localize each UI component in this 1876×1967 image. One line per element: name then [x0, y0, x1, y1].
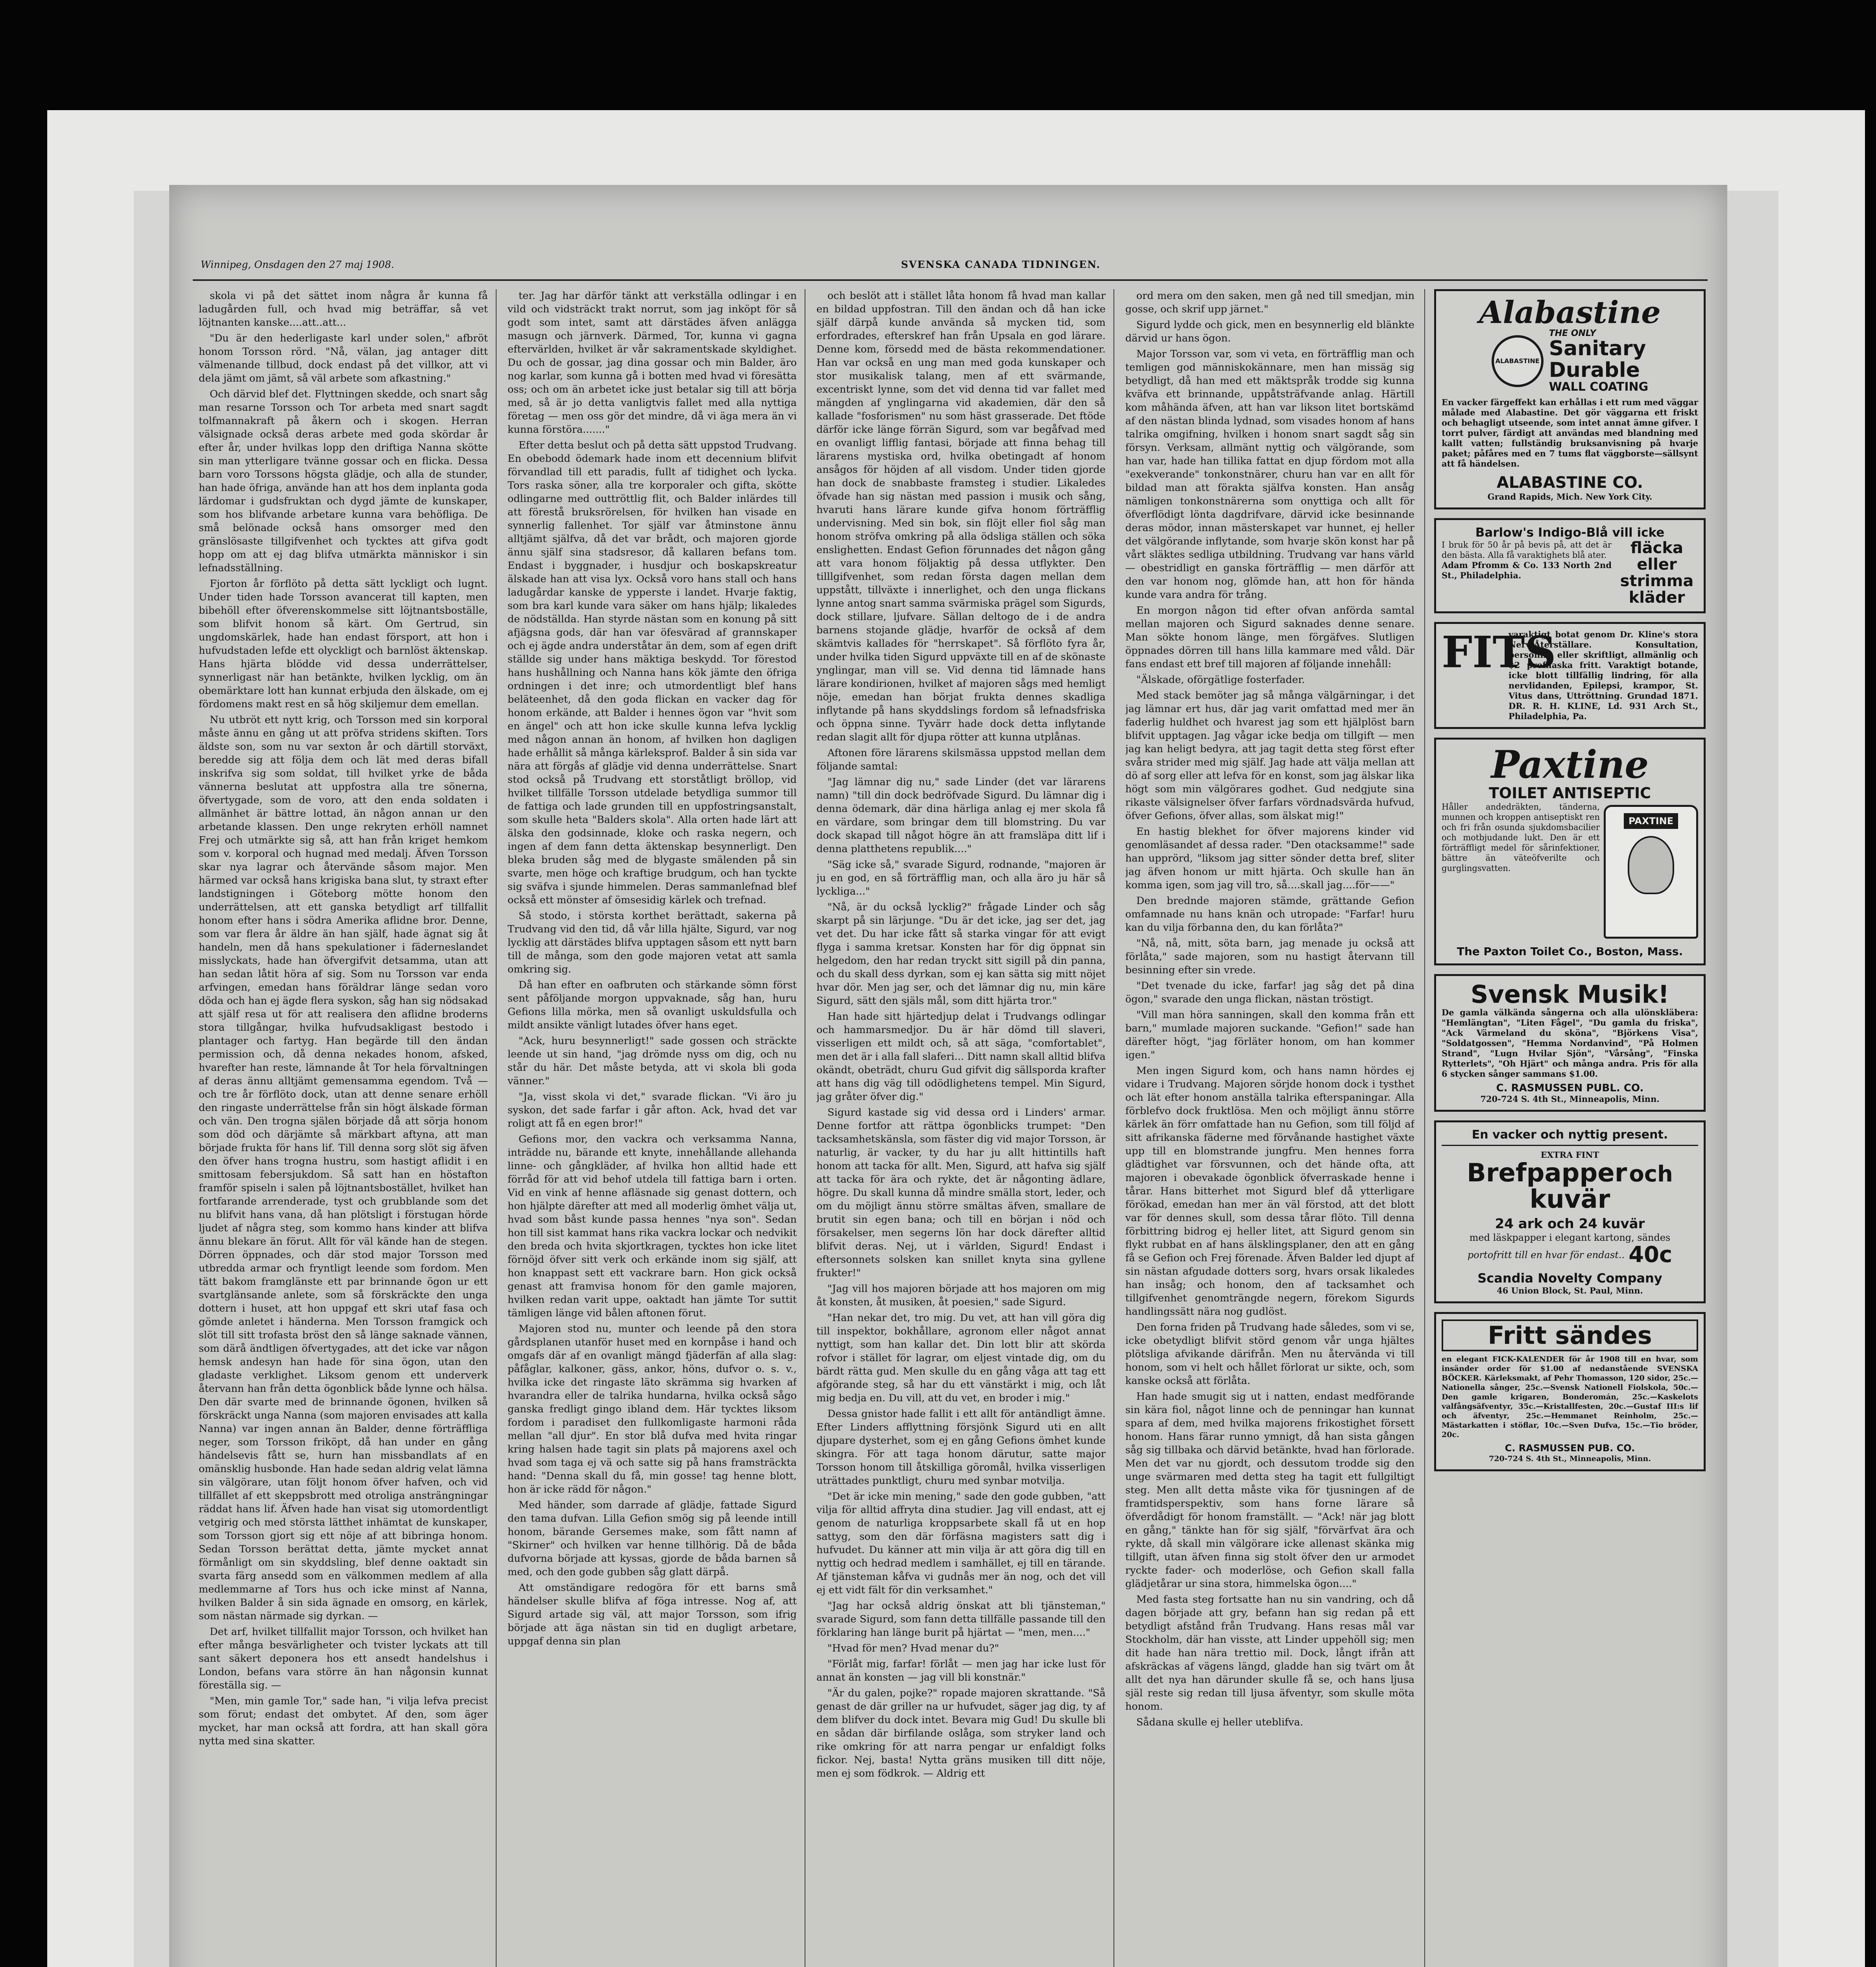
article-paragraph: Den forna friden på Trudvang hade således, som vi se, icke obetydligt blifvit störd genom vår unga hjältes plötsliga afvikande därifrån. Men nu återvända vi till honom, som vi helt och hållet förlorat ur sikte, och, som kanske också att förlåta.	[1125, 1321, 1414, 1387]
article-column-3	[816, 289, 1106, 1967]
article-paragraph: Han hade smugit sig ut i natten, endast medförande sin kära fiol, något linne och de penningar han kunnat spara af dem, med hvilka majorens frikostighet försett honom. Hans färar runno ymnigt, då han sista gången såg sig tillbaka och därvid betänkte, hvad han förlorade. Men det var nu gjordt, och dessutom trodde sig den unge svärmaren med detta steg ha tagit ett fullgiltigt steg. Men allt detta måste vika för tjusningen af de framtidsperspektiv, som hans forne lärare så öfverdådigt för honom framställt. — "Ack! när jag blott en gång," tänkte han för sig själf, "förvärfvat ära och rykte, då skall min välgörare icke allenast skänka mig tillgift, utan äfven finna sig stolt öfver den ur armodet ryckte fader- och moderlöse, och Gefion skall falla glädjetårar ur sina stora, himmelska ögon...."	[1125, 1391, 1414, 1590]
ad-paxtine	[1434, 738, 1706, 966]
article-paragraph: Dessa gnistor hade fallit i ett allt för antändligt ämne. Efter Linders afflyttning försjönk Sigurd uti en allt djupare dysterhet, som ej en gång Gefions ömhet kunde skingra. För att taga honom därutur, satte major Torsson honom till åtskilliga göromål, hvilka visserligen uträttades punktligt, churu med synbar motvilja.	[816, 1408, 1106, 1487]
article-paragraph: "Du är den hederligaste karl under solen," afbröt honom Torsson rörd. "Nå, välan, jag antager ditt välmenande tillbud, dock endast på det villkor, att vi dela jämt om jämt, så väl arbete som afkastning."	[199, 332, 488, 384]
ad-barlow-body-row	[1442, 540, 1698, 606]
article-paragraph: Nu utbröt ett nytt krig, och Torsson med sin korporal måste ännu en gång ut att pröfva stridens skiften. Tors äldste son, som nu var sexton år och därtill storväxt, beredde sig att följa dem och lät med deras bifall inskrifva sig som soldat, till hvilket yrke de båda vännerna beslutat att uppfostra alla tre sönerna, öfvertygade, som de voro, att den enda soldaten i allmänhet är bättre lottad, än någon annan ur den arbetande klassen. Den unge rekryten erhöll namnet Frej och utmärkte sig så, att han från kriget hemkom som v. korporal och hugnad med medalj. Äfven Torsson skar nya lagrar och återvände såsom major. Men härmed var också hans krigiska bana slut, ty straxt efter landstigningen i Göteborg mötte honom den underrättelsen, att ett ganska betydligt arf tillfallit honom efter hans i södra Amerika aflidne bror. Denne, som var flera år äldre än han själf, hade ägnat sig åt handeln, men då hans spekulationer i fäderneslandet misslyckats, hade han öfvergifvit detsamma, utan att han sedan låtit höra af sig. Som nu Torsson var enda arfvingen, emedan hans föräldrar länge sedan voro döda och han ej ägde flera syskon, såg han sig nödsakad att själf resa ut för att realisera den aflidne broderns stora tillgångar, hvilka hufvudsakligast bestodo i plantager och fartyg. Han begärde till den ändan permission och, då denna nekades honom, afsked, hvarefter han reste, lämnande åt Tor hela förvaltningen af deras ännu alltjämt gemensamma egendom. Två — och tre år förflöto dock, utan att denne senare erhöll den ringaste underrättelse från sin högt älskade förman och vän. Den trogna själen började då att sörja honom som död och därjämte så märkbart aftyna, att man började frukta för hans lif. Till denna sorg slöt sig äfven den öfver hans trogna hustru, som hastigt aflidit i en smittosam febersjukdom. Så satt han en höstafton framför spiseln i salen på löjtnantsbostället, hvilket han fortfarande arrenderade, tyst och grubblande som det nu blifvit hans vana, då han plötsligt i förstugan hörde ljudet af några steg, som kommo hans kinder att blifva ännu blekare än förut. Allt för väl kände han de stegen. Dörren öppnades, och där stod major Torsson med utbredda armar och fryntligt leende som fordom. Men tätt bakom framglänste ett par brinnande ögon ur ett svartglänsande anlete, som så förskräckte den unga dottern i huset, att hon uppgaf ett skri utaf fasa och gömde anletet i händerna. Men Torsson framgick och slöt till sitt trofasta bröst den så länge saknade vännen, som därå ändtligen öfvertygades, att det icke var någon hemsk andesyn han hade för sina ögon, utan den gladaste verklighet. Liksom genom ett underverk återvann han från detta ögonblick både lynne och hälsa. Den där svarte med de brinnande ögonen, hvilken så förskräckt unga Nanna (som majoren envisades att kalla Nanna) var ingen annan än Balder, denne förträffliga neger, som Torsson friköpt, då han under en gång händelsevis fått se, hurn han missbandlats af en omänsklig husbonde. Han hade sedan aldrig velat lämna sin välgörare, utan följt honom öfver hafven, och vid tillfället af ett skeppsbrott med otroliga ansträngningar räddat hans lif. Äfven hade han visat sig utomordentligt vetgirig och med största lätthet inhämtat de kunskaper, som Torsson gjort sig ett nöje af att bibringa honom. Sedan Torsson berättat detta, jämte mycket annat förmånligt om sin skyddsling, blef denne oaktadt sin svarta färg ansedd som en välkommen medlem af alla medlemmarne af Tors hus och icke minst af Nanna, hvilken Balder å sin sida ägnade en omsorg, en kärlek, som nästan närmade sig dyrkan. —	[199, 714, 488, 1622]
article-paragraph: "Är du galen, pojke?" ropade majoren skrattande. "Så genast de där griller na ur hufvudet, säger jag dig, ty af dem blifver du dock intet. Bevara mig Gud! Du skulle bli en sådan där birfilande oslåga, som stryker land och rike omkring för att narra pengar ur enfaldigt folks fickor. Nej, basta! Nytta gräns musiken till ditt nöje, men ej som födkrok. — Aldrig ett	[816, 1687, 1106, 1779]
ad-barlow-address: Adam Pfromm & Co. 133 North 2nd St., Philadelphia.	[1442, 560, 1612, 580]
ad-alabastine-body: En vacker färgeffekt kan erhållas i ett rum med väggar målade med Alabastine. Det gör väggarna ett friskt och behagligt utseende, som intet annat ämne gifver. I torrt pulver, färdigt att användas med blandning med kallt vatten; fullständig bruksanvisning på hvarje paket; påfåres med en 7 tums flat väggborste—sällsynt att få händelsen.	[1442, 397, 1698, 469]
article-paragraph: och beslöt att i stället låta honom få hvad man kallar en bildad uppfostran. Till den ändan och då han icke själf därpå kunde använda så mycken tid, som erfordrades, efterskref han från Upsala en god lärare. Denne kom, försedd med de bästa rekommendationer. Han var också en ung man med goda kunskaper och stor musikalisk talang, men af ett svärmande, excentriskt lynne, som det vid denna tid var fallet med mängden af ynglingarna vid akademien, där den så kallade "fosforismen" nu som häst grasserade. Det ftöde därför icke länge förrän Sigurd, som var begåfvad med en ovanligt lifflig fantasi, började att finna behag till lärarens mystiska ord, hvilka obetingadt af honom ansågos för höjden af all visdom. Under tiden gjorde han dock de snabbaste framsteg i studier. Likaledes öfvade han sig nästan med passion i musik och sång, hvaruti hans lärare kunde gifva honom förträfflig undervisning. Med sin bok, sin flöjt eller fiol såg man honom ströfva omkring på alla ödsliga ställen och söka enslighetten. Endast Gefion förunnades det någon gång att vara honom följaktig på dessa utflykter. Den tilllgifvenhet, som redan första dagen mellan dem uppstått, tillväxte i innerlighet, och den unga flickans lynne antog snart samma svärmiska prägel som Sigurds, dock stillare, ljufvare. Sällan deltogo de i de andra barnens stojande glädje, hvarför de också af dem skämtvis kallades för "herrskapet". Så förflöto fyra år, under hvilka tiden Sigurd uppväxte till en af de skönaste ynglingar, man vill se. Vid denna tid lämnade hans lärare kondirionen, hvilket af majoren sågs med hemligt nöje, emedan han börjat frukta dennes skadliga inflytande på hans skyddslings fordom så lefnadsfriska och öppna sinne. Tyvärr hade dock detta inflytande redan slagit allt för djupa rötter att kunna utplånas.	[816, 290, 1106, 743]
woman-portrait-icon	[1628, 836, 1674, 894]
article-paragraph: Men ingen Sigurd kom, och hans namn hördes ej vidare i Trudvang. Majoren sörjde honom dock i tysthet och lät efter honom anställa talrika efterspaningar. Alla förblefvo dock fruktlösa. Men och möjligt ännu större kärlek än förr omfattade han nu Gefion, som till följd af sitt afrikanska fäderne med förvånande hastighet växte upp till en blomstrande jungfru. Men hennes forra glädtighet var försvunnen, och det hände ofta, att majoren i obevakade ögonblick öfverraskade henne i tårar. Hans bitterhet mot Sigurd blef då ytterligare förökad, emedan han mer än väl förstod, att det blott var för dennes skull, som dessa tårar flöto. Till denna förbittring bidrog ej heller litet, att Sigurd genom sin flykt rubbat en af hans älsklingsplaner, den att en gång få se Gefion och Frej förenade. Äfven Balder led djupt af sin nästan afgudade dotters sorg, hvars orsak likaledes han insåg; och honom, den af tacksamhet och tillgifvenhet genomträngde negern, förekom Sigurds handlingssätt nära nog gudlöst.	[1125, 1065, 1414, 1317]
article-paragraph: skola vi på det sättet inom några år kunna få ladugården full, och hvad mig beträffar, så vet löjtnanten kanske....att..att...	[199, 290, 488, 328]
article-paragraph: "Förlåt mig, farfar! förlåt — men jag har icke lust för annat än konsten — jag vill bli konstnär."	[816, 1658, 1106, 1683]
alabastine-seal-icon: ALABASTINE	[1492, 335, 1544, 387]
article-paragraph: Sigurd lydde och gick, men en besynnerlig eld blänkte därvid ur hans ögon.	[1125, 319, 1414, 344]
ad-fits-body: varaktigt botat genom Dr. Kline's stora Nerv-Återställare. Konsultation, personlig eller skriftligt, allmänlig och $2 profflaska fritt. Varaktigt botande, icke blott tillfällig lindring, för alla nervlidanden, Epilepsi, krampor, St. Vitus dans, Uttröttning. Grundad 1871. DR. R. H. KLINE, Ld. 931 Arch St., Philadelphia, Pa.	[1509, 629, 1698, 721]
article-paragraph: "Jag lämnar dig nu," sade Linder (det var lärarens namn) "till din dock bedröfvade Sigurd. Du lämnar dig i denna ödemark, där dina härliga anlag ej mer skola få en värdare, som bringar dem till blomstring. Du var dock skapad till något högre än att framsläpa ditt lif i denna platthetens republik...."	[816, 776, 1106, 855]
ad-fritt-company: C. RASMUSSEN PUB. CO.	[1505, 1442, 1635, 1454]
ad-alabastine	[1434, 289, 1706, 509]
article-column-2	[508, 289, 797, 1967]
article-paragraph: "Älskade, oförgätlige fosterfader.	[1136, 674, 1305, 686]
article-paragraph: Och därvid blef det. Flyttningen skedde, och snart såg man resarne Torsson och Tor arbeta med snart sagdt tolfmannakraft på åkern och i skogen. Herran välsignade också deras arbete med goda skördar år efter år, under hvilkas lopp den driftiga Nanna skötte sin man ytterligare tvänne gossar och en flicka. Dessa barn voro Torssons högsta glädje, och alla de stunder, han hade öfriga, använde han att hos dem inplanta goda lärdomar i gudsfruktan och dygd jämte de kunskaper, som hos blifvande arbetare kunna vara behöfliga. De små belönade också hans omsorger med den gränslösaste tillgifvenhet och tycktes att gifva godt hopp om att ej dag blifva utmärkta människor i sin lefnadsställning.	[199, 388, 488, 574]
ad-brefpapper-title	[1442, 1160, 1698, 1186]
ad-brefpapper-body: portofritt till en hvar för endast..	[1467, 1249, 1625, 1261]
newspaper-page	[169, 185, 1727, 1967]
article-paragraph: "Det är icke min mening," sade den gode gubben, "att vilja för alltid affryta dina studier. Jag vill endast, att ej genom de naturliga kroppsarbete skall få ut en hop sattyg, som den där förfäsna magisters satt dig i hufvudet. Du känner att min vilja är att göra dig till en nyttig och hedrad medlem i samhället, ej till en tärande. Af tjänsteman kåfva vi gudnås mer än nog, och det vill ej ett vidt fält för din verksamhet."	[816, 1491, 1106, 1596]
column-divider	[1113, 289, 1114, 1967]
article-paragraph: Sigurd kastade sig vid dessa ord i Linders' armar. Denne fortfor att rättpa ögonblicks trumpet: "Den tacksamhetskänsla, som fäster dig vid major Torsson, är naturlig, är vacker, ty du har ju allt hittintills haft honom att tacka för allt. Men, Sigurd, att hafva sig själf att tacka för ära och rykte, det är någonting ädlare, högre. Du skall kunna då mindre smälla stort, leder, och om du möjligt ännu större smältas äfven, smallare de brutit sin egen bana; och till en början i nöd och försakelser, men segerns lön har dock därefter alltid blifvit deras. Nej, ut i världen, Sigurd! Endast i eftersonnets solsken kan snillet knyta sina gyllene frukter!"	[816, 1107, 1106, 1279]
ad-alabastine-tag: Sanitary	[1549, 336, 1646, 360]
column-divider	[496, 289, 497, 1967]
article-paragraph: "Säg icke så," svarade Sigurd, rodnande, "majoren är ju en god, en så förträfflig man, och alla äro ju här så lyckliga..."	[816, 859, 1106, 897]
ad-fritt-title: Fritt sändes	[1442, 1319, 1698, 1351]
article-paragraph: Med fasta steg fortsatte han nu sin vandring, och då dagen började att gry, befann han sig redan på ett betydligt afstånd från Trudvang. Hans resas mål var Stockholm, där han visste, att Linder uppehöll sig; men dit hade han nära trettio mil. Dock, långt ifrån att afskräckas af vägens längd, gladde han sig tvärt om åt allt det nya han därunder skulle få se, och hans ljusa själ reste sig redan till ljusa äfventyr, som skulle möta honom.	[1125, 1594, 1414, 1712]
header-paper-name: SVENSKA CANADA TIDNINGEN.	[901, 259, 1101, 270]
ad-fritt-sandes	[1434, 1312, 1706, 1471]
ad-brefpapper-word: Brefpapper	[1467, 1158, 1627, 1188]
ad-musik-title: Svensk Musik!	[1470, 980, 1669, 1009]
ad-musik-company: C. RASMUSSEN PUBL. CO.	[1496, 1082, 1644, 1094]
ad-alabastine-company: ALABASTINE CO.	[1496, 473, 1643, 492]
article-column-4	[1125, 289, 1414, 1967]
ad-alabastine-tag: Durable	[1549, 358, 1640, 382]
paxtine-tin-label: PAXTINE	[1624, 813, 1678, 829]
article-paragraph: Aftonen före lärarens skilsmässa uppstod mellan dem följande samtal:	[816, 747, 1106, 772]
article-paragraph: ter. Jag har därför tänkt att verkställa odlingar i en vild och vidsträckt trakt norrut, som jag inköpt för så godt som intet, samt att därstädes äfven anlägga masugn och järnverk. Därmed, Tor, kunna vi gagna eftervärlden, hvilket är vår sakramentskade skyldighet. Du och de gossar, jag dina gossar och min Balder, äro nog karlar, som kunna gå i botten med hvad vi föresätta oss; och om än arbetet icke just betalar sig till att börja med, så är jo detta vanligtvis fallet med alla nyttiga företag — men oss gör det mindre, då vi äga mera än vi kunna förstöra......."	[508, 290, 797, 435]
article-paragraph: "Han nekar det, tro mig. Du vet, att han vill göra dig till inspektor, bokhållare, agronom eller något annat nyttigt, som han kallar det. Din lott blir att skörda rofvor i stället för lagrar, om eljest vintade dig, om du bärdt rätta gud. Men skulle du en gång våga att tag ett afgörande steg, så har du ett vänstärkt i mig, och låt mig bedja en. Du vill, att du vet, en broder i mig."	[816, 1312, 1106, 1404]
article-column-1	[199, 289, 488, 1967]
article-paragraph: Gefions mor, den vackra och verksamma Nanna, inträdde nu, bärande ett knyte, innehållande allehanda linne- och gångkläder, af hvilka hon alltid hade ett förråd för att vid behof utdela till fattiga barn i orten. Vid en vink af henne afläsnade sig genast dottern, och hon hjälpte därefter att med all moderlig ömhet välja ut, hvad som båst kunde passa hennes "nya son". Sedan hon till sist kammat hans rika vackra lockar och nedvikit den breda och hvita skjortkragen, tycktes hon icke litet förnöjd öfver sitt verk och erkände inom sig själf, att hon knappast sett ett vackrare barn. Hon gick också genast att framvisa honom för den gamle majoren, hvilken redan varit uppe, oaktadt han jämte Tor suttit tämligen länge vid bålen aftonen förut.	[508, 1133, 797, 1319]
article-paragraph: "Det tvenade du icke, farfar! jag såg det på dina ögon," svarade den unga flickan, nästan tröstigt.	[1125, 980, 1414, 1005]
ad-fits-big: FITS	[1442, 626, 1556, 677]
article-paragraph: "Ack, huru besynnerligt!" sade gossen och sträckte leende ut sin hand, "jag drömde nyss om dig, och nu står du här. Det måste betyda, att vi skola bli goda vänner."	[508, 1035, 797, 1087]
article-paragraph: "Nå, nå, mitt, söta barn, jag menade ju också att förlåta," sade majoren, som nu hastigt återvann till besinning efter sin vrede.	[1125, 937, 1414, 976]
ad-musik-body: De gamla välkända sångerna och alla ulönskläbera: "Hemlängtan", "Liten Fågel", "Du gamla du friska", "Ack Värmeland du sköna", "Björkens Visa", "Soldatgossen", "Hemma Nordanvind", "På Holmen Strand", "Lugn Hvilar Sjön", "Vårsång", "Finska Rytterlets", "Oh Hjärt" och många andra. Pris för alla 6 stycken sånger sammans $1.00.	[1442, 1007, 1698, 1079]
article-paragraph: Så stodo, i största korthet berättadt, sakerna på Trudvang vid den tid, då vår lilla hjälte, Sigurd, var nog lycklig att därstädes blifva upptagen såsom ett nytt barn till de många, som den gode majoren vetat att samla omkring sig.	[508, 910, 797, 975]
article-paragraph: Fjorton år förflöto på detta sätt lyckligt och lugnt. Under tiden hade Torsson avancerat till kapten, men bibehöll efter öfverenskommelse sitt löjtnantsboställe, som blifvit honom så kärt. Om Gertrud, sin ungdomskärlek, hade han endast försport, att hon i hufvudstaden lefde ett olyckligt och barnlöst äktenskap. Hans hjärta blödde vid dessa underrättelser, synnerligast när han betänkte, hvilken lycklig, om än obemärktare lott han kunnat erbjuda den älskade, om ej fördomens makt rest en så hög skiljemur dem emellan.	[199, 578, 488, 710]
ad-brefpapper-body: med läskpapper i elegant kartong, sändes	[1469, 1232, 1671, 1243]
ad-fits	[1434, 622, 1706, 729]
ad-brefpapper-price-row	[1442, 1244, 1698, 1267]
ad-brefpapper-word: och	[1629, 1161, 1673, 1187]
article-paragraph: "Jag har också aldrig önskat att bli tjänsteman," svarade Sigurd, som fann detta tillfälle passande till den förklaring han länge burit på hjärtat — "men, men...."	[816, 1600, 1106, 1639]
article-paragraph: Major Torsson var, som vi veta, en förträfflig man och temligen god människokännare, men han missäg sig betydligt, då han med ett mäktspråk trodde sig kunna kväfva ett brinnande, uppåtsträfvande anlag. Härtill kom måhända äfven, att han var likson litet bortskämd af den nästan blinda lydnad, som visades honom af hans talrika omgifning, hvilken i honom snart sagdt såg sin försyn. Verksam, allmänt nyttig och välgörande, som han var, hade han tillika fattat en djup fördom mot alla "exekverande" tonkonstnärer, churu han var en allt för bildad man att förakta själfva konsten. Han ansåg nämligen tonkonstnärerna som onyttiga och allt för öfverflödigt lönta dagdrifvare, därvid icke besinnande deras mödor, innan mästerskapet var hunnet, ej heller det välgörande inflytande, som hvarje skön konst har på vårt släktes sedliga utbildning. Trudvang var hans värld — obestridligt en ganska förträfflig — men därför att den var honom nog, glömde han, att hon för hända kunde vara andra för trång.	[1125, 348, 1414, 601]
article-paragraph: "Jag vill hos majoren började att hos majoren om mig åt konsten, åt musiken, åt poesien," sade Sigurd.	[816, 1283, 1106, 1308]
ad-paxtine-company: The Paxton Toilet Co., Boston, Mass.	[1457, 945, 1683, 958]
article-paragraph: "Hvad för men? Hvad menar du?"	[827, 1642, 999, 1654]
article-paragraph: Han hade sitt hjärtedjup delat i Trudvangs odlingar och hammarsmedjor. Du är här dömd till slaveri, visserligen ett mildt och, så att säga, "comfortablet", men det är i alla fall slaferi... Ditt namn skall alltid blifva okändt, obeträdt, churu Gud gifvit dig sällsporda krafter att hans dig väg till odödlighetens tempel. Min Sigurd, jag gråter öfver dig."	[816, 1011, 1106, 1103]
ad-brefpapper-word: kuvär	[1529, 1185, 1610, 1214]
ad-brefpapper-extra: EXTRA FINT	[1540, 1150, 1599, 1160]
ad-paxtine-row	[1442, 802, 1698, 942]
article-paragraph: Den brednde majoren stämde, grättande Gefion omfamnade nu hans knän och utropade: "Farfar! huru kan du vilja förbanna den, du kan förlåta?"	[1125, 895, 1414, 934]
article-paragraph: Efter detta beslut och på detta sätt uppstod Trudvang. En obebodd ödemark hade inom ett decennium blifvit förvandlad till ett paradis, fullt af tidighet och lycka. Tors raska söner, alla tre korporaler och gifta, skötte odlingarne med outtröttlig flit, och Balder inlärdes till att förestå bruksrörelsen, för hvilken han visade en synnerlig fallenhet. Tor själf var åtminstone ännu alltjämt själfva, då det var brådt, och majoren gjorde ännu själf sina stadsresor, då kallaren befans tom. Endast i byggnader, i husdjur och boskapskreatur älskade han att visa lyx. Också voro hans stall och hans ladugårdar kanske de ypperste i landet. Hvarje faktig, som bra karl kunde vara säker om hans hjälp; likaledes de nödställda. Han styrde nästan som en konung på sitt afjägsna gods, där han var öfesvärad af grannskaper och ej ägde andra underståtar än dem, som af egen drift ställde sig under hans mäktiga beskydd. Tor förestod hans hushållning och Nanna hans kök jämte den öfriga ordningen i det inre; och utmordentligt blef hans beläteenhet, då den goda flickan en vacker dag för honom erkände, att Balder i hennes ögon var "hvit som en ängel" och att hon icke skulle kunna lefva lycklig med någon annan än honom, af hvilken hon dagligen hade erhållit så många kärleksprof. Balder å sin sida var nära att förgås af glädje vid denna underrättelse. Snart stod också på Trudvang ett storståtligt bröllop, vid hvilket tillfälle Torsson utdelade betydliga summor till de fattiga och lade grunden till en uppfostringsanstalt, som skulle heta "Balders skola". Alla orten hade lärt att älska den godsinnade, kloke och raska negern, och ingen af dem fann detta äktenskap besynnerligt. Den bleka bruden såg med de blygaste smälenden på sin svarte, men höge och kraftige brudgum, och han tyckte sig sväfva i sjunde himmelen. Deras sammanlefnad blef också ett mönster af ömsesidig kärlek och trefnad.	[508, 439, 797, 906]
header-date: Winnipeg, Onsdagen den 27 maj 1908.	[201, 259, 394, 270]
ad-brefpapper-address: 46 Union Block, St. Paul, Minn.	[1497, 1285, 1643, 1295]
article-paragraph: En hastig blekhet for öfver majorens kinder vid genomläsandet af dessa rader. "Den otacksamme!" sade han upprörd, "liksom jag sitter sönder detta bref, sliter jag äfven honom ur mitt hjärta. Och skulle han än komma igen, som jag vill tro, så....skall jag....för——"	[1125, 826, 1414, 891]
article-paragraph: Majoren stod nu, munter och leende på den stora gårdsplanen utanför huset med en kornpåse i hand och omgafs där af en ovanligt mängd fjäderfän af alla slag: påfåglar, kalkoner, gäss, ankor, höns, dufvor o. s. v., hvilka icke det ringaste läto skrämma sig hvarken af hvarandra eller de talrika hundarna, hvilka också sågo ganska fredligt gingo ibland dem. Här tycktes liksom fordom i paradiset den fullkomligaste harmoni råda mellan "all djur". En stor blå dufva med hvita ringar kring halsen hade tagit sin plats på majorens axel och hvad som taga ej vä och satte sig på hans framsträckta hand: "Denna skall du få, min gosse! tag henne blott, hon är icke rädd för någon."	[508, 1323, 797, 1495]
ad-musik-address: 720-724 S. 4th St., Minneapolis, Minn.	[1480, 1094, 1660, 1104]
ad-brefpapper-company: Scandia Novelty Company	[1477, 1270, 1662, 1286]
ad-alabastine-tag: THE ONLY	[1549, 328, 1596, 338]
ad-barlow-slogan: fläcka eller strimma kläder	[1620, 539, 1694, 607]
article-paragraph: Det arf, hvilket tillfallit major Torsson, och hvilket han efter många besvärligheter och tvister lyckats att till sant säkert deponera hos ett ansedt handelshus i London, befans vara större än han någonsin kunnat föreställa sig. —	[199, 1626, 488, 1691]
ad-barlow-text: I bruk för 50 år på bevis på, att det är den bästa. Alla få varaktighets blå ater.	[1442, 540, 1612, 560]
ad-paxtine-body: Håller andedräkten, tänderna, munnen och kroppen antiseptiskt ren och fri från osunda sjukdomsbacilier och motbjudande lukt. Den är ett förträffligt medel för sårinfektioner, bättre än väteöfverilte och gurglingsvatten.	[1442, 802, 1600, 873]
ad-brefpapper	[1434, 1120, 1706, 1303]
ad-brefpapper-headline: En vacker och nyttig present.	[1442, 1128, 1698, 1146]
article-paragraph: Att omständigare redogöra för ett barns små händelser skulle blifva af föga intresse. Nog af, att Sigurd artade sig väl, att major Torsson, som ifrig började att äga nästan sin tid en dugligt arbetare, uppgaf denna sin plan	[508, 1582, 797, 1647]
article-paragraph: "Ja, visst skola vi det," svarade flickan. "Vi äro ju syskon, det sade farfar i går afton. Ack, hvad det var roligt att få en egen bror!"	[508, 1091, 797, 1129]
page-header	[201, 251, 1704, 275]
header-rule	[193, 279, 1708, 281]
article-paragraph: Då han efter en oafbruten och stärkande sömn först sent påföljande morgon uppvaknade, såg han, huru Gefions lilla mörka, men så ovanligt uskuldsfulla och mildt ansikte vänligt lutades öfver hans eget.	[508, 979, 797, 1031]
ad-svensk-musik	[1434, 974, 1706, 1111]
ad-barlow	[1434, 518, 1706, 613]
ad-brefpapper-body: 24 ark och 24 kuvär	[1495, 1216, 1645, 1232]
ad-barlow-body	[1442, 540, 1612, 581]
ad-alabastine-tag: WALL COATING	[1549, 380, 1649, 394]
ad-paxtine-sub: TOILET ANTISEPTIC	[1488, 784, 1651, 802]
article-paragraph: "Nå, är du också lycklig?" frågade Linder och såg skarpt på sin lärjunge. "Du är det icke, jag ser det, jag vet det. Du har icke fått så starka vingar för att evigt flyga i samma kretsar. Konsten har för dig öppnat sin helgedom, den har redan tryckt sitt sigill på din panna, och du skall dess dyrkan, som ej kan sätta sig mitt nöjet hvar dör. Men jag ser, och det lämnar dig nu, min käre Sigurd, sätt den själs mål, som ditt hjärta tror."	[816, 901, 1106, 1007]
ad-alabastine-logo-row	[1442, 329, 1698, 393]
article-paragraph: En morgon någon tid efter ofvan anförda samtal mellan majoren och Sigurd saknades denne senare. Man sökte honom länge, men förgäfves. Slutligen öppnades dörren till hans lilla kammare med våld. Där fans endast ett bref till majoren af följande innehåll:	[1125, 605, 1414, 670]
article-paragraph: "Men, min gamle Tor," sade han, "i vilja lefva precist som förut; endast det ombytet. Af den, som äger mycket, har man också att fordra, att han skall göra nytta med sina skatter.	[199, 1695, 488, 1747]
ad-fritt-address: 720-724 S. 4th St., Minneapolis, Minn.	[1489, 1454, 1651, 1463]
ad-alabastine-tags	[1549, 329, 1649, 393]
ad-barlow-headline: Barlow's Indigo-Blå vill icke	[1475, 525, 1665, 540]
article-paragraph: ord mera om den saken, men gå ned till smedjan, min gosse, och skrif upp järnet."	[1125, 290, 1414, 315]
article-paragraph: Sådana skulle ej heller uteblifva.	[1136, 1716, 1304, 1728]
article-paragraph: Med händer, som darrade af glädje, fattade Sigurd den tama dufvan. Lilla Gefion smög sig på leende intill honom, bärande Gersemes make, som fått namn af "Skirner" och hvilken var henne tillhörig. Då de båda dufvorna började att kyssas, gjorde de båda barnen så med, och den gode gubben såg glatt därpå.	[508, 1499, 797, 1578]
ad-fits-row	[1442, 626, 1698, 721]
column-divider	[1424, 289, 1425, 1967]
ad-fritt-body: en elegant FICK-KALENDER för år 1908 till en hvar, som insänder order för $1.00 af nedanstående SVENSKA BÖCKER. Kärleksmakt, af Pehr Thomasson, 120 sidor, 25c.—Nationella sånger, 25c.—Svensk Nationell Fiolskola, 50c.—Den gamle krigaren, Bonderomán, 25c.—Kaskelots valfångsäfventyr, 35c.—Kristallfesten, 20c.—Gustaf III:s lif och äfventyr, 25c.—Hemmanet Reinholm, 25c.—Mästarkatten i stöflar, 10c.—Sven Dufva, 15c.—Tio bröder, 20c.	[1442, 1354, 1698, 1439]
ad-paxtine-name: Paxtine	[1491, 742, 1649, 787]
article-paragraph: Med stack bemöter jag så många välgärningar, i det jag lämnar ert hus, där jag varit omfattad med mer än faderlig huldhet och hvarest jag som ett hjälplöst barn blifvit upptagen. Jag vågar icke bedja om tillgift — men jag kan heligt bedyra, att jag tagit detta steg först efter svåra strider med mig själf. Jag hade att välja mellan att dö af sorg eller att lefva för en konst, som jag älskar lika högt som min välgörares godhet. Gud nedgjute sina rikaste välsignelser öfver farfars vördnadsvärda hufvud, öfver Gefions, öfver allas, som älskat mig!"	[1125, 690, 1414, 822]
ad-alabastine-name: Alabastine	[1479, 295, 1661, 330]
article-paragraph: "Vill man höra sanningen, skall den komma från ett barn," mumlade majoren suckande. "Gefion!" sade han därefter högt, "jag förläter honom, om han kommer igen."	[1125, 1009, 1414, 1061]
advertisement-column	[1434, 289, 1706, 1967]
ad-brefpapper-price: 40c	[1629, 1242, 1673, 1268]
paxtine-tin-icon	[1604, 805, 1698, 939]
ad-alabastine-address: Grand Rapids, Mich. New York City.	[1487, 491, 1653, 502]
